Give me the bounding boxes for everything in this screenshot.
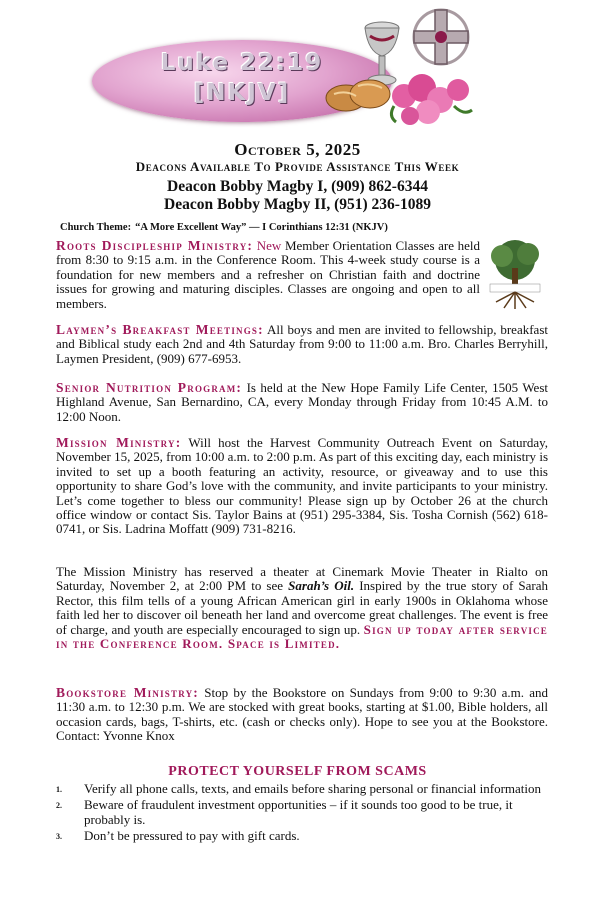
senior-title: Senior Nutrition Program: — [56, 380, 243, 395]
scam-tip-number: 3. — [56, 832, 62, 842]
tree-logo-icon — [484, 238, 546, 310]
theme-label: Church Theme: — [60, 222, 132, 233]
laymen-title: Laymen’s Breakfast Meetings: — [56, 322, 264, 337]
movie-text-1: The Mission Ministry has reserved a theater at Cinemark Movie Theater in Rialto on Saturday, November 2, at 2:00 PM to see — [56, 564, 548, 594]
movie-section — [56, 565, 548, 651]
theme-value: “A More Excellent Way” — I Corinthians 12:31 (NKJV) — [135, 222, 388, 233]
bookstore-title: Bookstore Ministry: — [56, 685, 199, 700]
banner-line-2: [NKJV] — [193, 80, 291, 106]
roots-title: Roots Discipleship Ministry: — [56, 238, 254, 253]
senior-body: Is held at the New Hope Family Life Center, 1505 West Highland Avenue, San Bernardino, CA, every Monday through Friday from 10:45 A.M. to 12:00 Noon. — [56, 380, 548, 424]
scam-tip — [56, 782, 548, 796]
deacon-line: Deacon Bobby Magby I, (909) 862-6344 — [167, 178, 428, 195]
movie-film-title: Sarah’s Oil. — [288, 578, 355, 594]
scams-heading: PROTECT YOURSELF FROM SCAMS — [168, 764, 427, 779]
scam-tip-text: Don’t be pressured to pay with gift cards. — [84, 828, 300, 844]
bulletin-date: October 5, 2025 — [234, 140, 361, 159]
senior-section — [56, 381, 548, 424]
laymen-body: All boys and men are invited to fellowship, breakfast and Biblical study each 2nd and 4th Saturday from 9:00 to 11:00 a.m. Bro. Charles Berryhill, Laymen President, (909) 677-6953. — [56, 322, 548, 366]
bookstore-body: Stop by the Bookstore on Sundays from 9:00 to 9:30 a.m. and 11:30 a.m. to 12:30 p.m. We are stocked with great books, starting at $1.00, Bible holders, all occasion cards, bags, T-shirts, etc. (cash or checks only). Hope to see you at the Bookstore. Contact: Yvonne Knox — [56, 685, 549, 744]
deacons-heading: Deacons Available To Provide Assistance This Week — [135, 159, 460, 174]
mission-body: Will host the Harvest Community Outreach Event on Saturday, November 15, 2025, from 10:00 a.m. to 2:00 p.m. As part of this exciting day, each ministry is invited to set up a booth featuring an activity, resource, or giveaway and to use this opportunity to share God’s love with the community, and invite participants to your ministry. Let’s come together to bless our community! Please sign up by October 26 at the church office window or contact Sis. Taylor Bains at (951) 295-3384, Sis. Tosha Cornish (562) 618-0741, or Sis. Ladrina Moffatt (909) 731-8216. — [56, 435, 549, 537]
scam-tip-number: 2. — [56, 801, 62, 811]
laymen-section — [56, 323, 548, 366]
roots-body: Member Orientation Classes are held from 8:30 to 9:15 a.m. in the Conference Room. This 4-week study course is a foundation for new members and a refresher on Christian faith and doctrine issues for growing and maturing disciples. Classes are ongoing and open to all members. — [56, 238, 481, 311]
mission-section — [56, 436, 548, 537]
cross-icon — [410, 6, 472, 68]
header-banner — [92, 14, 502, 132]
scam-tip — [56, 798, 548, 827]
scam-tip — [56, 829, 548, 843]
scam-tip-text: Beware of fraudulent investment opportunities – if it sounds too good to be true, it probably is. — [84, 797, 513, 827]
mission-title: Mission Ministry: — [56, 435, 182, 450]
scam-tip-number: 1. — [56, 785, 62, 794]
flowers-icon — [384, 66, 476, 130]
banner-line-1: Luke 22:19 — [160, 50, 324, 76]
scam-tip-text: Verify all phone calls, texts, and emails before sharing personal or financial information — [84, 781, 542, 796]
scams-list — [56, 782, 548, 846]
roots-section — [56, 239, 480, 311]
bookstore-section — [56, 686, 548, 744]
roots-new-word: New — [256, 238, 282, 253]
movie-signup: Sign up today after service in the Conference Room. Space is Limited. — [56, 621, 548, 652]
church-theme — [60, 222, 540, 233]
movie-text-2: Inspired by the true story of Sarah Rector, this film tells of a young African American girl in early 1900s in Oklahoma whose faith led her to discover oil beneath her land and overcome great challenges. The event is free of charge, and youth are especially encouraged to sign up. — [56, 578, 549, 637]
deacon-line: Deacon Bobby Magby II, (951) 236-1089 — [164, 196, 431, 213]
